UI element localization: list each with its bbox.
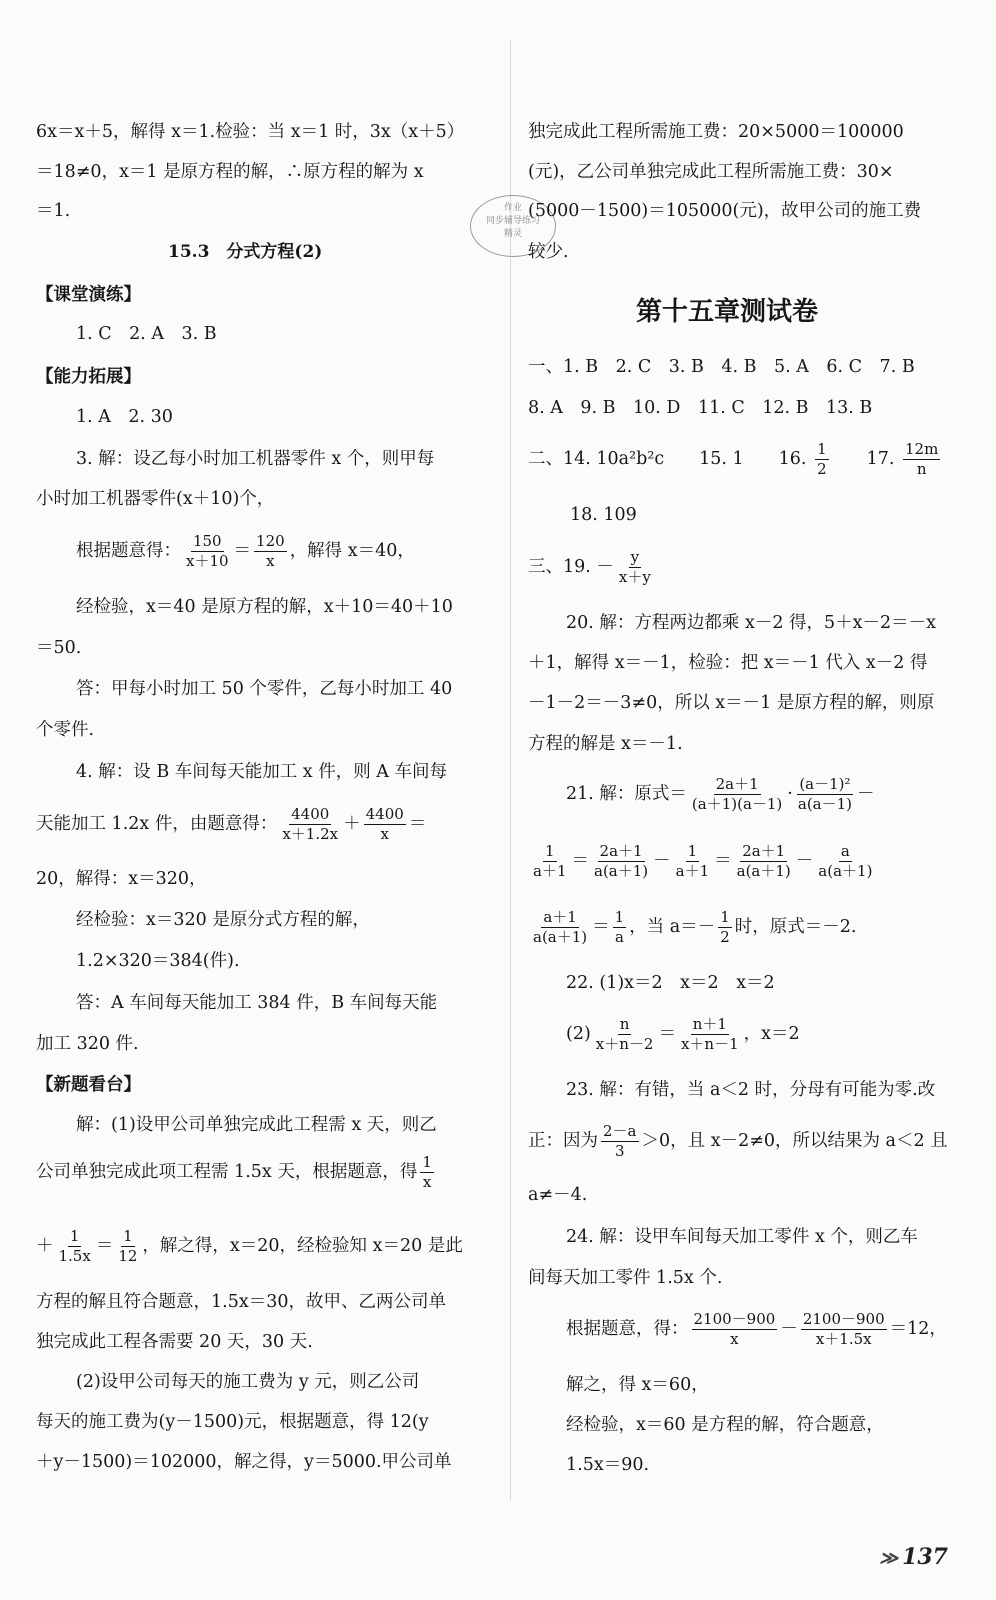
text-line: 答：A 车间每天能加工 384 件，B 车间每天能 bbox=[76, 993, 438, 1013]
fraction bbox=[601, 1122, 639, 1161]
text-line: ＋y－1500)＝102000，解之得，y＝5000.甲公司单 bbox=[36, 1452, 452, 1472]
text-line: 1.5x＝90. bbox=[566, 1455, 650, 1475]
text-segment: ＝ bbox=[592, 917, 610, 937]
text-segment: 公司单独完成此项工程需 1.5x 天，根据题意，得 bbox=[36, 1162, 418, 1182]
denominator: x bbox=[730, 1330, 739, 1348]
text-line: (2)设甲公司每天的施工费为 y 元，则乙公司 bbox=[76, 1372, 420, 1392]
text-line: 20，解得：x＝320， bbox=[36, 869, 207, 889]
text-segment: 时，原式＝－2. bbox=[734, 917, 857, 937]
page-footer bbox=[875, 1544, 948, 1570]
page-number: 137 bbox=[902, 1544, 948, 1570]
answer-line bbox=[528, 548, 656, 587]
text-line: ＋1，解得 x＝－1，检验：把 x＝－1 代入 x－2 得 bbox=[528, 653, 928, 673]
text-segment: ＝ bbox=[233, 541, 252, 561]
text-segment: ，解之得，x＝20，经检验知 x＝20 是此 bbox=[142, 1236, 463, 1256]
equation-line bbox=[76, 532, 415, 571]
text-line: 23. 解：有错，当 a＜2 时，分母有可能为零.改 bbox=[566, 1080, 936, 1100]
section-title: 15.3 分式方程(2) bbox=[168, 242, 323, 262]
equation-line bbox=[36, 1153, 437, 1192]
denominator: a(a＋1) bbox=[736, 862, 791, 880]
text-line: 答：甲每小时加工 50 个零件，乙每小时加工 40 bbox=[76, 679, 453, 699]
text-segment: ＝ bbox=[714, 851, 732, 871]
text-segment: ＝ bbox=[408, 814, 427, 834]
denominator: 2 bbox=[817, 460, 827, 478]
denominator: a(a－1) bbox=[797, 795, 853, 813]
text-line: 1.2×320＝384(件). bbox=[76, 951, 240, 971]
text-line: 方程的解且符合题意，1.5x＝30，故甲、乙两公司单 bbox=[36, 1292, 446, 1312]
equation-line bbox=[528, 908, 856, 947]
text-segment: ＋ bbox=[343, 814, 361, 834]
numerator: (a－1)² bbox=[799, 775, 851, 793]
text-segment: 正：因为 bbox=[528, 1131, 598, 1151]
equation-line bbox=[566, 775, 875, 814]
text-segment: ＝ bbox=[658, 1024, 676, 1044]
denominator: x＋y bbox=[618, 568, 651, 586]
fraction bbox=[718, 908, 732, 947]
fraction bbox=[692, 1310, 778, 1349]
text-segment: 二、14. 10a²b²c 15. 1 16. bbox=[528, 449, 813, 469]
fraction bbox=[617, 548, 653, 587]
numerator: n bbox=[619, 1015, 630, 1033]
numerator: 1 bbox=[123, 1227, 133, 1245]
numerator: 150 bbox=[192, 532, 222, 550]
text-line: 每天的施工费为(y－1500)元，根据题意，得 12(y bbox=[36, 1412, 429, 1432]
text-segment: － bbox=[795, 851, 814, 871]
text-segment: ，解得 x＝40， bbox=[289, 541, 415, 561]
fraction bbox=[796, 775, 854, 814]
fraction bbox=[592, 842, 650, 881]
numerator: 1 bbox=[69, 1227, 80, 1245]
text-segment: 17. bbox=[831, 449, 901, 469]
fraction bbox=[903, 440, 940, 479]
numerator: 1 bbox=[422, 1153, 432, 1171]
text-segment: · bbox=[787, 784, 793, 804]
text-line: 经检验：x＝320 是原分式方程的解， bbox=[76, 910, 370, 930]
text-line: 间每天加工零件 1.5x 个. bbox=[528, 1268, 723, 1288]
text-line: 方程的解是 x＝－1. bbox=[528, 734, 683, 754]
numerator: 1 bbox=[817, 440, 827, 458]
numerator: 1 bbox=[720, 908, 730, 926]
fraction bbox=[816, 842, 874, 881]
text-line: (5000－1500)＝105000(元)，故甲公司的施工费 bbox=[528, 201, 922, 221]
text-segment: － bbox=[653, 851, 671, 871]
fraction bbox=[613, 908, 627, 947]
numerator: 2－a bbox=[603, 1122, 637, 1140]
text-segment: ，当 a＝－ bbox=[629, 917, 716, 937]
numerator: 12m bbox=[905, 440, 939, 458]
text-line: 独完成此工程所需施工费：20×5000＝100000 bbox=[528, 122, 904, 142]
denominator: x＋n－2 bbox=[595, 1035, 654, 1053]
text-line: 20. 解：方程两边都乘 x－2 得，5＋x－2＝－x bbox=[566, 613, 937, 633]
numerator: 120 bbox=[256, 532, 285, 550]
numerator: 4400 bbox=[291, 805, 330, 823]
text-segment: (2) bbox=[566, 1024, 591, 1044]
denominator: a(a＋1) bbox=[533, 928, 588, 946]
numerator: a bbox=[840, 842, 850, 860]
answer-line: 一、1. B 2. C 3. B 4. B 5. A 6. C 7. B bbox=[528, 357, 915, 377]
denominator: (a＋1)(a－1) bbox=[691, 795, 783, 813]
denominator: 1.5x bbox=[58, 1247, 91, 1265]
section-heading: 【新题看台】 bbox=[36, 1075, 141, 1095]
numerator: 2a＋1 bbox=[599, 842, 643, 860]
numerator: y bbox=[630, 548, 640, 566]
text-line: 6x＝x＋5，解得 x＝1.检验：当 x＝1 时，3x（x＋5） bbox=[36, 122, 465, 142]
text-line: 经检验，x＝40 是原方程的解，x＋10＝40＋10 bbox=[76, 597, 453, 617]
answer-line: 18. 109 bbox=[570, 505, 637, 525]
fraction bbox=[57, 1227, 93, 1266]
numerator: 2a＋1 bbox=[715, 775, 759, 793]
text-line: 24. 解：设甲车间每天加工零件 x 个，则乙车 bbox=[566, 1227, 918, 1247]
equation-line bbox=[36, 1227, 463, 1266]
text-line: (元)，乙公司单独完成此工程所需施工费：30× bbox=[528, 162, 894, 182]
text-segment: ，x＝2 bbox=[743, 1024, 800, 1044]
fraction bbox=[364, 805, 406, 844]
numerator: a＋1 bbox=[543, 908, 577, 926]
numerator: 2100－900 bbox=[693, 1310, 776, 1328]
text-line: 22. (1)x＝2 x＝2 x＝2 bbox=[566, 973, 775, 993]
text-line: －1－2＝－3≠0，所以 x＝－1 是原方程的解，则原 bbox=[528, 693, 935, 713]
text-segment: 根据题意得： bbox=[76, 541, 181, 561]
stamp-text: 精灵 bbox=[503, 229, 522, 239]
text-segment: － bbox=[857, 784, 875, 804]
denominator: a(a＋1) bbox=[818, 862, 873, 880]
fraction bbox=[254, 532, 287, 571]
numerator: 1 bbox=[687, 842, 698, 860]
text-line: 4. 解：设 B 车间每天能加工 x 件，则 A 车间每 bbox=[76, 762, 448, 782]
fraction bbox=[815, 440, 829, 479]
numerator: 2100－900 bbox=[802, 1310, 885, 1328]
text-segment: ＞0，且 x－2≠0，所以结果为 a＜2 且 bbox=[641, 1131, 948, 1151]
denominator: 2 bbox=[720, 928, 730, 946]
text-line: 经检验，x＝60 是方程的解，符合题意， bbox=[566, 1415, 884, 1435]
text-segment: 21. 解：原式＝ bbox=[566, 784, 687, 804]
text-segment: 天能加工 1.2x 件，由题意得： bbox=[36, 814, 278, 834]
denominator: x＋1.5x bbox=[815, 1330, 872, 1348]
denominator: a＋1 bbox=[675, 862, 710, 880]
denominator: x bbox=[422, 1173, 432, 1191]
text-segment: ＝ bbox=[95, 1236, 114, 1256]
text-line: ＝18≠0，x＝1 是原方程的解，∴原方程的解为 x bbox=[36, 162, 424, 182]
denominator: x＋n－1 bbox=[680, 1035, 739, 1053]
denominator: a(a＋1) bbox=[594, 862, 649, 880]
fraction bbox=[690, 775, 784, 814]
fraction bbox=[594, 1015, 656, 1054]
numerator: 1 bbox=[614, 908, 625, 926]
equation-line bbox=[528, 842, 877, 881]
denominator: x bbox=[380, 825, 389, 843]
text-line: ＝1. bbox=[36, 201, 71, 221]
text-line: 个零件. bbox=[36, 720, 95, 740]
text-line: 较少. bbox=[528, 242, 569, 262]
answer-line bbox=[528, 440, 943, 479]
answer-line: 1. C 2. A 3. B bbox=[76, 324, 217, 344]
equation-line bbox=[566, 1015, 800, 1054]
equation-line bbox=[566, 1310, 947, 1349]
text-line: ＝50. bbox=[36, 638, 82, 658]
numerator: 2a＋1 bbox=[742, 842, 786, 860]
stamp-text: 同步辅导练习 bbox=[485, 216, 540, 226]
numerator: 4400 bbox=[365, 805, 404, 823]
text-segment: － bbox=[780, 1319, 798, 1339]
text-segment: 三、19. － bbox=[528, 557, 614, 577]
column-divider bbox=[510, 40, 511, 1500]
denominator: 3 bbox=[614, 1142, 625, 1160]
denominator: 12 bbox=[118, 1247, 138, 1265]
fraction bbox=[280, 805, 340, 844]
fraction bbox=[679, 1015, 741, 1054]
numerator: 1 bbox=[544, 842, 555, 860]
denominator: n bbox=[916, 460, 927, 478]
text-line: 解：(1)设甲公司单独完成此工程需 x 天，则乙 bbox=[76, 1115, 437, 1135]
section-heading: 【能力拓展】 bbox=[36, 367, 141, 387]
text-line: 独完成此工程各需要 20 天，30 天. bbox=[36, 1332, 313, 1352]
fraction bbox=[801, 1310, 887, 1349]
answer-line: 1. A 2. 30 bbox=[76, 407, 173, 427]
fraction bbox=[531, 842, 569, 881]
stamp-text: 作业 bbox=[503, 203, 522, 213]
denominator: a bbox=[614, 928, 624, 946]
fraction bbox=[735, 842, 793, 881]
denominator: x bbox=[266, 552, 275, 570]
answer-line: 8. A 9. B 10. D 11. C 12. B 13. B bbox=[528, 398, 873, 418]
fraction bbox=[184, 532, 231, 571]
fraction bbox=[116, 1227, 139, 1266]
section-heading: 【课堂演练】 bbox=[36, 285, 141, 305]
fraction bbox=[420, 1153, 434, 1192]
text-segment: ＋ bbox=[36, 1236, 54, 1256]
fraction bbox=[674, 842, 712, 881]
denominator: a＋1 bbox=[533, 862, 567, 880]
text-line: 小时加工机器零件(x＋10)个， bbox=[36, 489, 275, 509]
equation-line bbox=[528, 1122, 948, 1161]
text-line: 加工 320 件. bbox=[36, 1034, 139, 1054]
denominator: x＋10 bbox=[186, 552, 229, 570]
text-line: 解之，得 x＝60， bbox=[566, 1375, 709, 1395]
equation-line bbox=[36, 805, 426, 844]
ornament-icon: ≫ bbox=[879, 1548, 899, 1569]
text-line: a≠－4. bbox=[528, 1185, 588, 1205]
text-segment: ＝ bbox=[571, 851, 589, 871]
text-segment: 根据题意，得： bbox=[566, 1319, 689, 1339]
numerator: n＋1 bbox=[692, 1015, 727, 1033]
chapter-title: 第十五章测试卷 bbox=[636, 297, 819, 327]
text-segment: ＝12， bbox=[889, 1319, 947, 1339]
text-line: 3. 解：设乙每小时加工机器零件 x 个，则甲每 bbox=[76, 449, 435, 469]
denominator: x＋1.2x bbox=[282, 825, 339, 843]
fraction bbox=[531, 908, 589, 947]
